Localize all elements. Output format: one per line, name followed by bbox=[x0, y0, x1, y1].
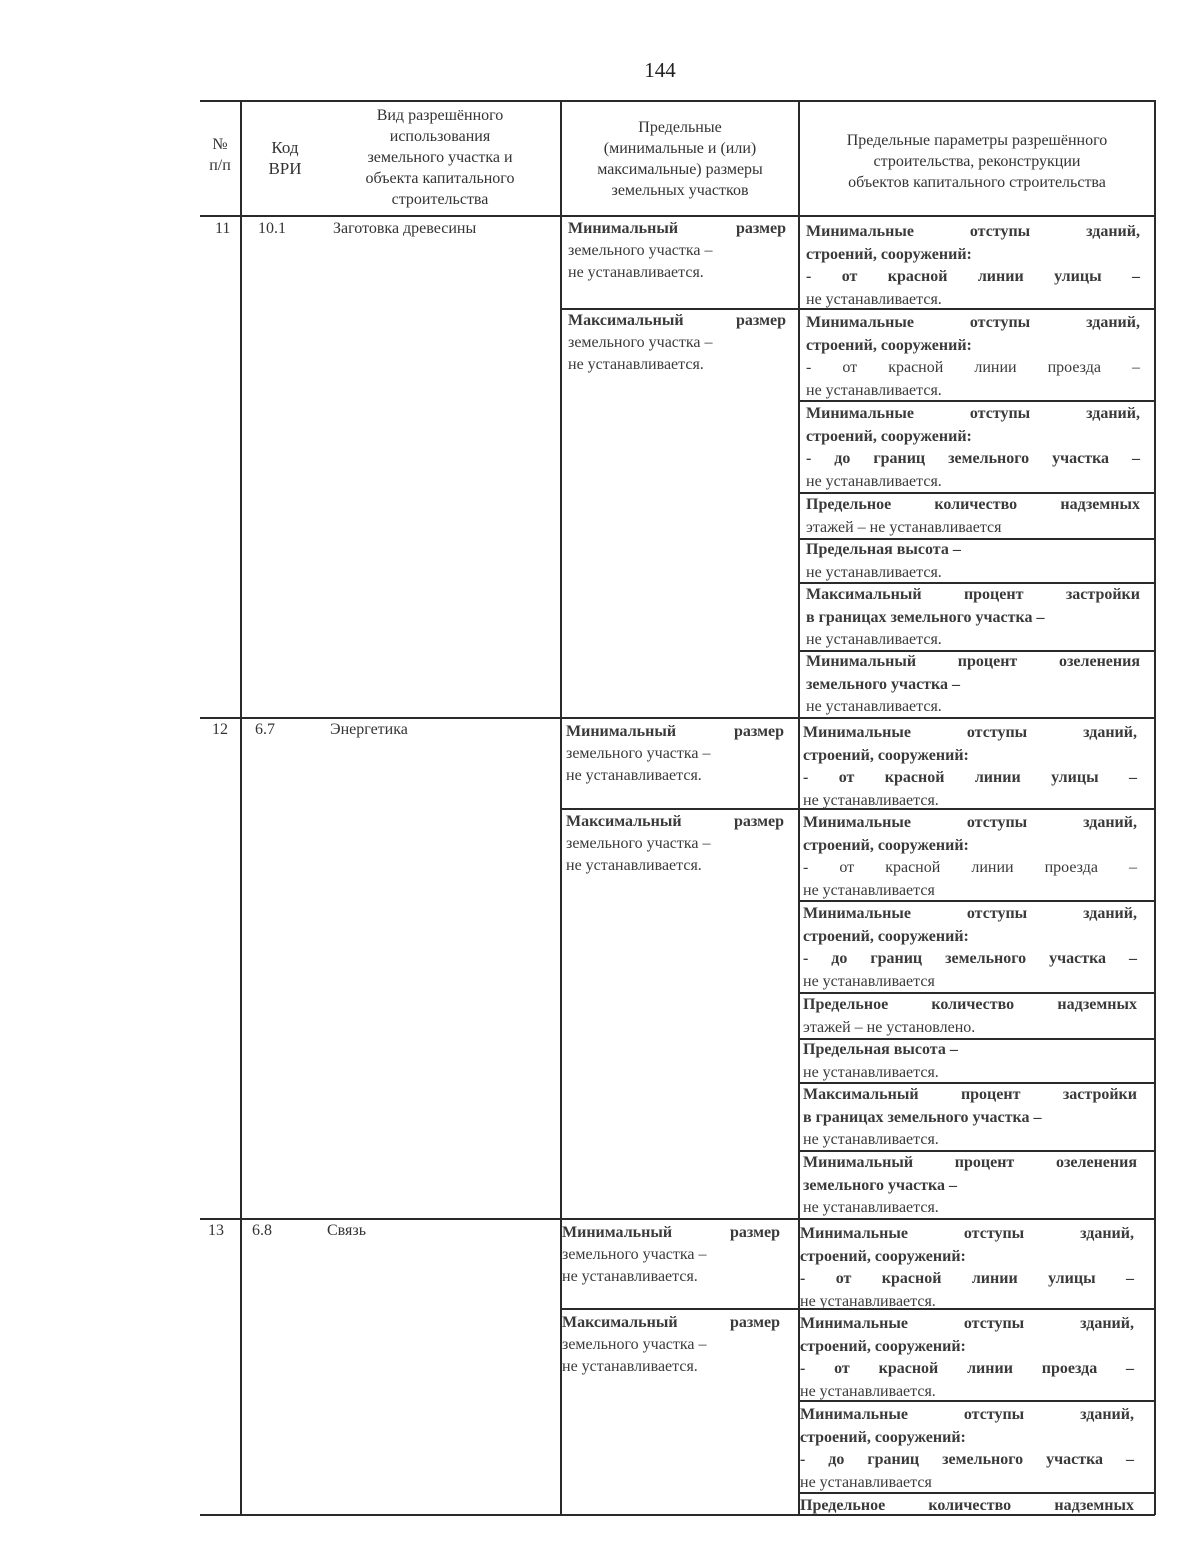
param-min-greening: Минимальный процент озеленения земельного участка – не устанавливается. bbox=[803, 1154, 1137, 1216]
row-num: 12 bbox=[212, 721, 228, 738]
row-num: 13 bbox=[208, 1222, 224, 1239]
regulations-table bbox=[200, 100, 1155, 1515]
param-setback-boundary: Минимальные отступы зданий, строений, сооружений: - до границ земельного участка – не устанавливается bbox=[803, 905, 1137, 990]
header-num: № п/п bbox=[209, 136, 231, 174]
param-height: Предельная высота – не устанавливается. bbox=[806, 541, 961, 581]
min-size-cell: Минимальный размер земельного участка – не устанавливается. bbox=[568, 220, 786, 281]
size-border-13 bbox=[560, 1308, 798, 1310]
size-border-12 bbox=[560, 808, 798, 810]
param-setback-boundary: Минимальные отступы зданий, строений, сооружений: - до границ земельного участка – не устанавливается. bbox=[806, 405, 1140, 490]
param-floors: Предельное количество надземных bbox=[800, 1497, 1134, 1514]
param-setback-street: Минимальные отступы зданий, строений, сооружений: - от красной линии улицы – не устанавливается. bbox=[806, 223, 1140, 308]
row-code: 10.1 bbox=[258, 220, 286, 237]
row-kind: Энергетика bbox=[330, 721, 408, 738]
param-height: Предельная высота – не устанавливается. bbox=[803, 1041, 958, 1081]
row-code: 6.7 bbox=[255, 721, 275, 738]
param-min-greening: Минимальный процент озеленения земельного участка – не устанавливается. bbox=[806, 653, 1140, 715]
max-size-cell: Максимальный размер земельного участка – не устанавливается. bbox=[566, 813, 784, 874]
param-floors: Предельное количество надземных этажей – не устанавливается bbox=[806, 496, 1140, 536]
header-kind: Вид разрешённого использования земельного участка и объекта капитального строительства bbox=[365, 107, 515, 208]
param-setback-boundary: Минимальные отступы зданий, строений, сооружений: - до границ земельного участка – не устанавливается bbox=[800, 1406, 1134, 1491]
table-top-border bbox=[200, 100, 1155, 102]
row-code: 6.8 bbox=[252, 1222, 272, 1239]
page-number: 144 bbox=[644, 58, 676, 82]
max-size-cell: Максимальный размер земельного участка – не устанавливается. bbox=[568, 312, 786, 373]
min-size-cell: Минимальный размер земельного участка – не устанавливается. bbox=[562, 1224, 780, 1285]
param-setback-street: Минимальные отступы зданий, строений, сооружений: - от красной линии улицы – не устанавливается. bbox=[800, 1225, 1134, 1310]
param-setback-driveway: Минимальные отступы зданий, строений, сооружений: - от красной линии проезда – не устанавливается. bbox=[800, 1315, 1134, 1400]
param-max-coverage: Максимальный процент застройки в границах земельного участка – не устанавливается. bbox=[806, 586, 1140, 648]
row-kind: Заготовка древесины bbox=[333, 220, 477, 237]
header-bottom-border bbox=[200, 215, 1155, 217]
row-kind: Связь bbox=[327, 1222, 366, 1239]
param-max-coverage: Максимальный процент застройки в границах земельного участка – не устанавливается. bbox=[803, 1086, 1137, 1148]
column-border-1 bbox=[240, 100, 242, 1515]
header-params: Предельные параметры разрешённого строительства, реконструкции объектов капитального строительства bbox=[846, 132, 1108, 191]
header-code: Код ВРИ bbox=[268, 138, 302, 178]
min-size-cell: Минимальный размер земельного участка – не устанавливается. bbox=[566, 723, 784, 784]
header-sizes: Предельные (минимальные и (или) максимальные) размеры земельных участков bbox=[597, 119, 763, 199]
max-size-cell: Максимальный размер земельного участка – не устанавливается. bbox=[562, 1314, 780, 1375]
param-setback-street: Минимальные отступы зданий, строений, сооружений: - от красной линии улицы – не устанавливается. bbox=[803, 724, 1137, 809]
param-floors: Предельное количество надземных этажей – не установлено. bbox=[803, 996, 1137, 1036]
row-num: 11 bbox=[215, 220, 231, 237]
param-setback-driveway: Минимальные отступы зданий, строений, сооружений: - от красной линии проезда – не устанавливается. bbox=[806, 314, 1140, 399]
param-setback-driveway: Минимальные отступы зданий, строений, сооружений: - от красной линии проезда – не устанавливается bbox=[803, 814, 1137, 899]
